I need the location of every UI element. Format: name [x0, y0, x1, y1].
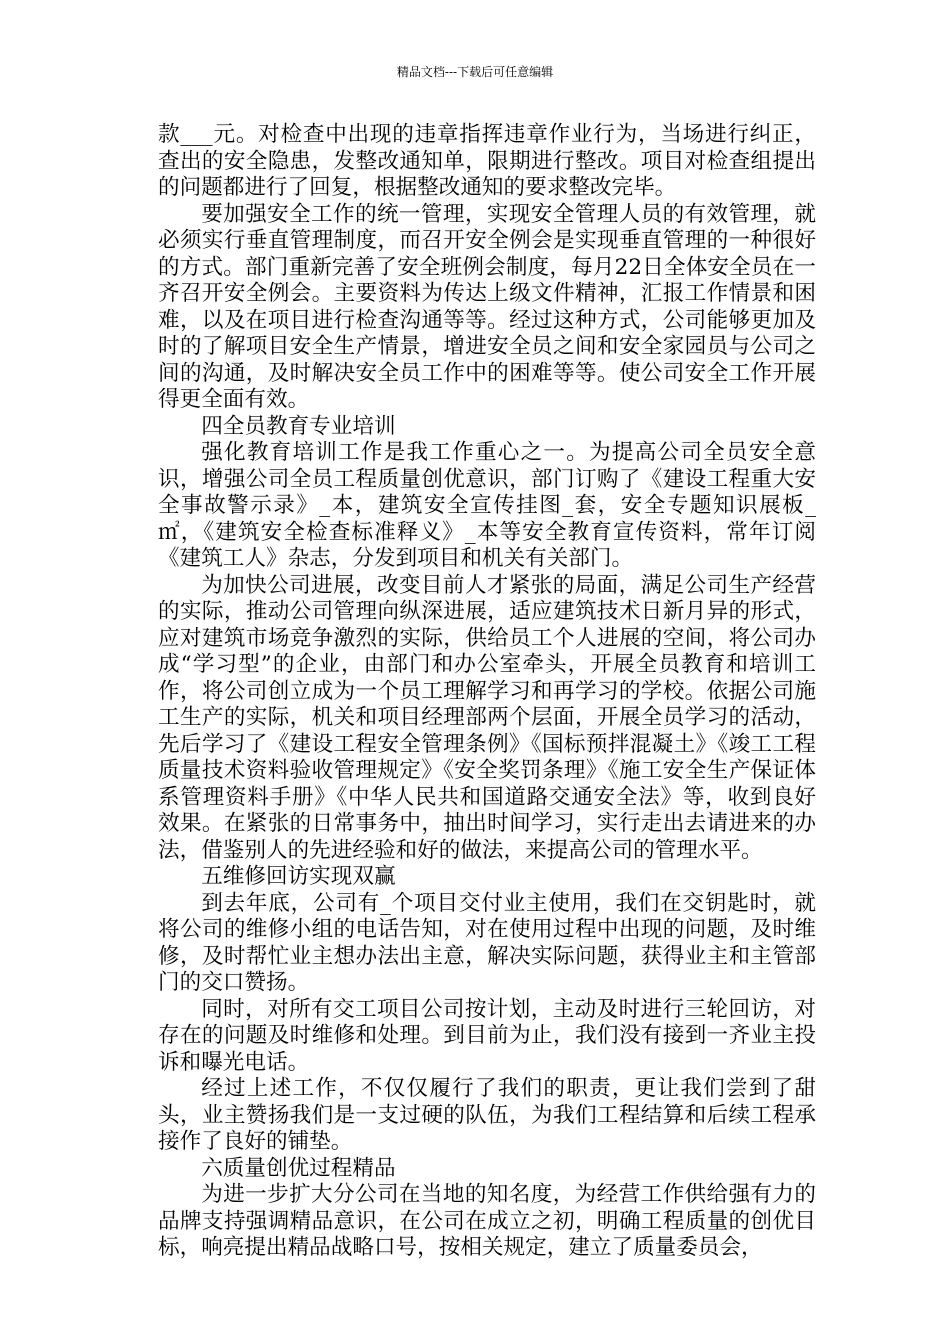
section-heading-training: 四全员教育专业培训	[201, 413, 396, 439]
paragraph-training-materials: 强化教育培训工作是我工作重心之一。为提高公司全员安全意识，增强公司全员工程质量创优意识，部门订购了《建设工程重大安全事故警示录》_本，建筑安全宣传挂图_套，安全专题知识展板_㎡，《建筑安全检查标准释义》_本等安全教育宣传资料，常年订阅《建筑工人》杂志，分发到项目和机关有关部门。	[158, 440, 816, 571]
paragraph-quality-strategy: 为进一步扩大分公司在当地的知名度，为经营工作供给强有力的品牌支持强调精品意识，在公司在成立之初，明确工程质量的创优目标，响亮提出精品战略口号，按相关规定，建立了质量委员会，	[158, 1182, 816, 1260]
paragraph-learning-organization: 为加快公司进展，改变目前人才紧张的局面，满足公司生产经营的实际，推动公司管理向纵深进展，适应建筑技术日新月异的形式，应对建筑市场竞争激烈的实际，供给员工个人进展的空间，将公司办成“学习型”的企业，由部门和办公室牵头，开展全员教育和培训工作，将公司创立成为一个员工理解学习和再学习的学校。依据公司施工生产的实际，机关和项目经理部两个层面，开展全员学习的活动，先后学习了《建设工程安全管理条例》《国标预拌混凝土》《竣工工程质量技术资料验收管理规定》《安全奖罚条理》《施工安全生产保证体系管理资料手册》《中华人民共和国道路交通安全法》等，收到良好效果。在紧张的日常事务中，抽出时间学习，实行走出去请进来的办法，借鉴别人的先进经验和好的做法，来提高公司的管理水平。	[158, 572, 816, 863]
paragraph-maintenance-service: 到去年底，公司有_个项目交付业主使用，我们在交钥匙时，就将公司的维修小组的电话告知，对在使用过程中出现的问题，及时维修，及时帮忙业主想办法出主意，解决实际问题，获得业主和主管部门的交口赞扬。	[158, 890, 816, 995]
paragraph-return-visits: 同时，对所有交工项目公司按计划，主动及时进行三轮回访，对存在的问题及时维修和处理。到目前为止，我们没有接到一齐业主投诉和曝光电话。	[158, 996, 816, 1075]
page-header: 精品文档---下载后可任意编辑	[396, 65, 554, 79]
paragraph-results: 经过上述工作，不仅仅履行了我们的职责，更让我们尝到了甜头，业主赞扬我们是一支过硬的队伍，为我们工程结算和后续工程承接作了良好的铺垫。	[158, 1076, 816, 1154]
section-heading-maintenance: 五维修回访实现双赢	[201, 864, 396, 889]
paragraph-inspection-result: 款___元。对检查中出现的违章指挥违章作业行为，当场进行纠正，查出的安全隐患，发整改通知单，限期进行整改。项目对检查组提出的问题都进行了回复，根据整改通知的要求整改完毕。	[158, 122, 816, 200]
paragraph-safety-meeting: 要加强安全工作的统一管理，实现安全管理人员的有效管理，就必须实行垂直管理制度，而召开安全例会是实现垂直管理的一种很好的方式。部门重新完善了安全班例会制度，每月22日全体安全员在一齐召开安全例会。主要资料为传达上级文件精神，汇报工作情景和困难，以及在项目进行检查沟通等等。经过这种方式，公司能够更加及时的了解项目安全生产情景，增进安全员之间和安全家园员与公司之间的沟通，及时解决安全员工作中的困难等等。使公司安全工作开展得更全面有效。	[158, 201, 816, 412]
document-body	[158, 122, 816, 1262]
section-heading-quality: 六质量创优过程精品	[201, 1155, 396, 1181]
